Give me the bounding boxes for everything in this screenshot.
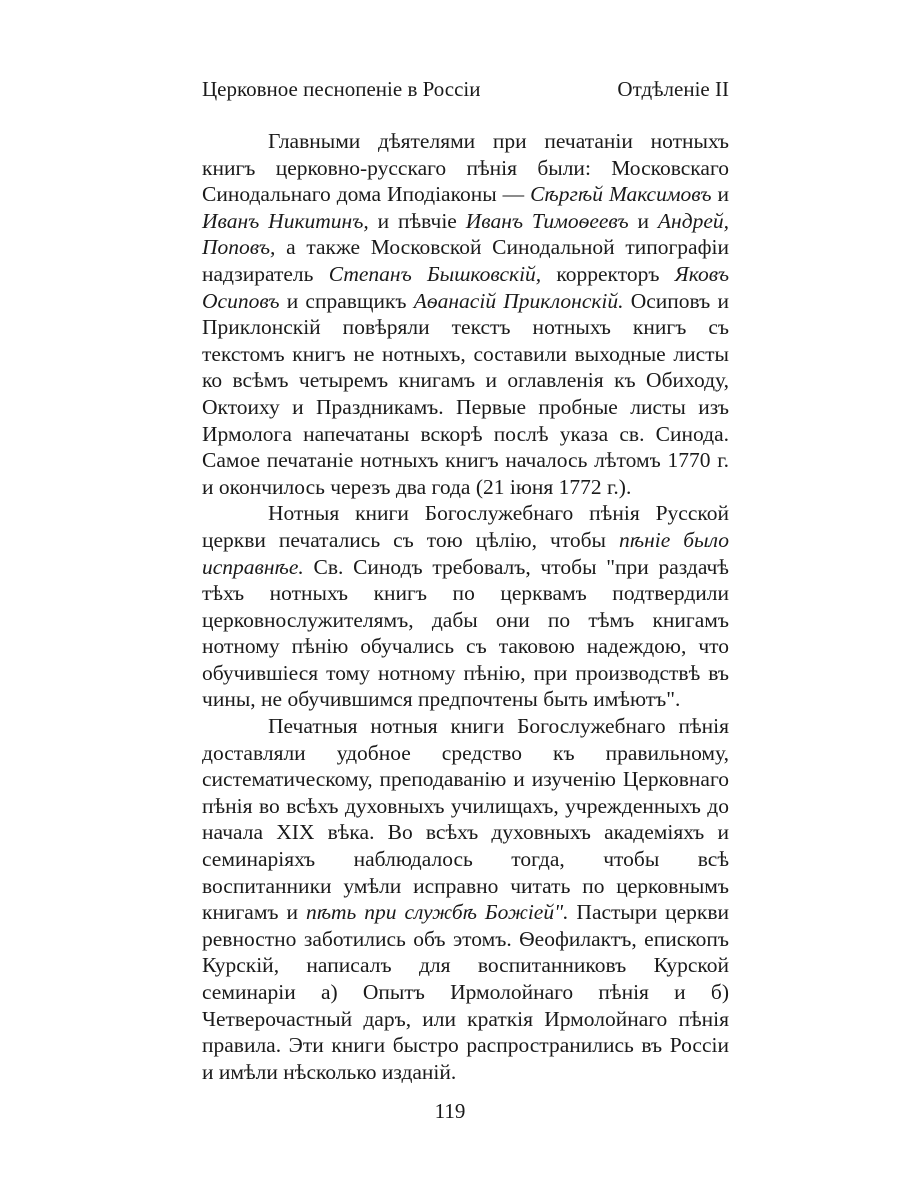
text-run: и справщикъ [279,288,414,313]
text-run: Осиповъ и Приклонскій повѣряли текстъ нотныхъ книгъ съ текстомъ книгъ не нотныхъ, составили выходные листы ко всѣмъ четыремъ книгамъ и оглавленія къ Обиходу, Октоиху и Праздникамъ. Первые пробные листы изъ Ирмолога напечатаны вскорѣ послѣ указа св. Синода. Самое печатаніе нотныхъ книгъ началось лѣтомъ 1770 г. и окончилось черезъ два года (21 іюня 1772 г.). [202,288,729,499]
running-head-section: Отдѣленіе II [617,77,729,101]
page-number: 119 [434,1099,466,1123]
text-run: и [711,182,729,207]
text-run: и [628,208,658,233]
body-text [202,128,729,1085]
italic-name: пѣніе было исправнѣе. [202,527,729,579]
italic-name: пѣть при службѣ Божіей". [305,900,569,925]
text-run: Главными дѣятелями при печатаніи нотныхъ книгъ церковно-русскаго пѣнія были: Московскаго Синодальнаго дома Иподіаконы — [202,129,729,207]
italic-name: Иванъ Никитинъ, [202,208,369,233]
text-run: Пастыри церкви ревностно заботились объ этомъ. Ѳеофилактъ, епископъ Курскій, написалъ для воспитанниковъ Курской семинаріи а) Опытъ Ирмолойнаго пѣнія и б) Четверочастный даръ, или краткія Ирмолойнаго пѣнія правила. Эти книги быстро распространились въ Россіи и имѣли нѣсколько изданій. [202,900,729,1084]
text-run: и пѣвчіе [368,208,466,233]
italic-name: Сѣргѣй Максимовъ [530,182,712,207]
paragraph [202,713,729,1085]
text-run: Печатныя нотныя книги Богослужебнаго пѣнія доставляли удобное средство къ правильному, систематическому, преподаванію и изученію Церковнаго пѣнія во всѣхъ духовныхъ училищахъ, учрежденныхъ до начала XIX вѣка. Во всѣхъ духовныхъ академіяхъ и семинаріяхъ наблюдалось тогда, чтобы всѣ воспитанники умѣли исправно читать по церковнымъ книгамъ и [202,714,729,925]
paragraph [202,128,729,500]
italic-name: Аѳанасій Приклонскій. [413,288,624,313]
running-head [202,76,729,102]
text-run: Нотныя книги Богослужебнаго пѣнія Русской церкви печатались съ тою цѣлію, чтобы [202,501,729,552]
italic-name: Яковъ Осиповъ [202,261,729,313]
text-run: корректоръ [541,261,675,286]
text-run: Св. Синодъ требовалъ, чтобы "при раздачѣ тѣхъ нотныхъ книгъ по церквамъ подтвердили церковнослужителямъ, дабы они по тѣмъ книгамъ нотному пѣнію обучались съ таковою надеждою, что обучившіеся тому нотному пѣнію, при производствѣ въ чины, не обучившимся предпочтены быть имѣютъ". [202,554,729,712]
running-head-title: Церковное песнопеніе в Россіи [202,77,481,101]
text-run: а также Московской Синодальной типографіи надзиратель [202,235,729,286]
paragraph [202,500,729,713]
italic-name: Андрей, Поповъ, [202,208,729,260]
italic-name: Степанъ Бышковскій, [328,261,542,286]
italic-name: Иванъ Тимоѳеевъ [465,208,629,233]
